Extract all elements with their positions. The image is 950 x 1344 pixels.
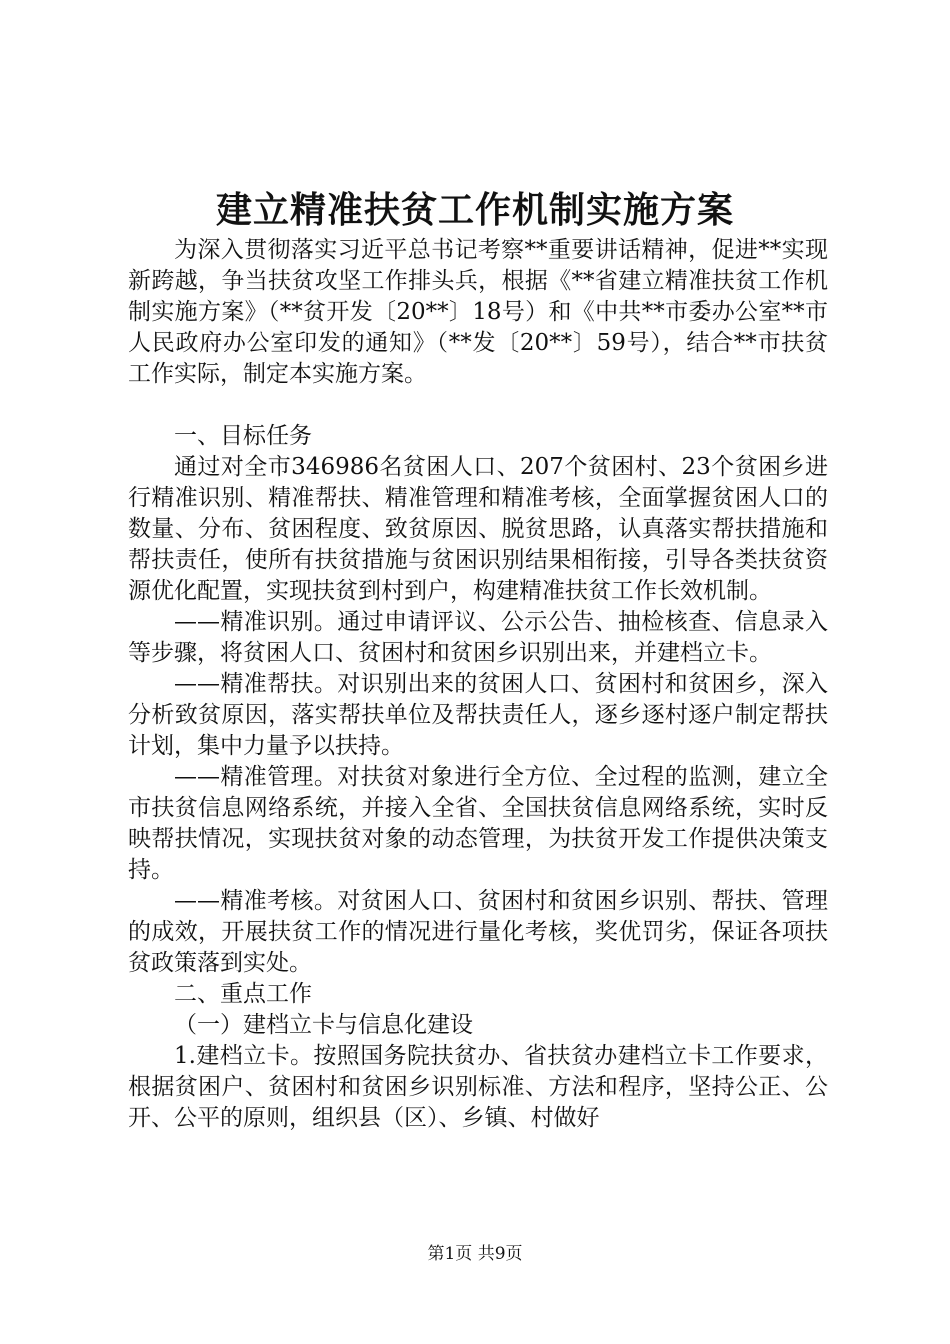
subsection-heading-archiving: （一）建档立卡与信息化建设 <box>174 1012 473 1038</box>
page-number-footer: 第1页 共9页 <box>427 1244 523 1264</box>
document-title: 建立精准扶贫工作机制实施方案 <box>215 189 734 231</box>
precise-assessment-paragraph: ——精准考核。对贫困人口、贫困村和贫困乡识别、帮扶、管理的成效，开展扶贫工作的情况进行量化考核，奖优罚劣，保证各项扶贫政策落到实处。 <box>128 888 828 976</box>
section-heading-key-work: 二、重点工作 <box>174 981 312 1007</box>
section-heading-goals: 一、目标任务 <box>174 423 312 449</box>
precise-management-paragraph: ——精准管理。对扶贫对象进行全方位、全过程的监测，建立全市扶贫信息网络系统，并接入全省、全国扶贫信息网络系统，实时反映帮扶情况，实现扶贫对象的动态管理，为扶贫开发工作提供决策支持。 <box>128 764 828 883</box>
document-body <box>128 235 828 1134</box>
precise-identification-paragraph: ——精准识别。通过申请评议、公示公告、抽检核查、信息录入等步骤，将贫困人口、贫困村和贫困乡识别出来，并建档立卡。 <box>128 609 828 666</box>
precise-assistance-paragraph: ——精准帮扶。对识别出来的贫困人口、贫困村和贫困乡，深入分析致贫原因，落实帮扶单位及帮扶责任人，逐乡逐村逐户制定帮扶计划，集中力量予以扶持。 <box>128 671 828 759</box>
archiving-paragraph: 1.建档立卡。按照国务院扶贫办、省扶贫办建档立卡工作要求，根据贫困户、贫困村和贫困乡识别标准、方法和程序，坚持公正、公开、公平的原则，组织县（区）、乡镇、村做好 <box>128 1043 828 1131</box>
goals-paragraph: 通过对全市346986名贫困人口、207个贫困村、23个贫困乡进行精准识别、精准帮扶、精准管理和精准考核，全面掌握贫困人口的数量、分布、贫困程度、致贫原因、脱贫思路，认真落实帮扶措施和帮扶责任，使所有扶贫措施与贫困识别结果相衔接，引导各类扶贫资源优化配置，实现扶贫到村到户，构建精准扶贫工作长效机制。 <box>128 454 828 604</box>
intro-paragraph: 为深入贯彻落实习近平总书记考察**重要讲话精神，促进**实现新跨越，争当扶贫攻坚工作排头兵，根据《**省建立精准扶贫工作机制实施方案》（**贫开发〔20**〕18号）和《中共**市委办公室**市人民政府办公室印发的通知》（**发〔20**〕59号），结合**市扶贫工作实际，制定本实施方案。 <box>128 237 828 387</box>
